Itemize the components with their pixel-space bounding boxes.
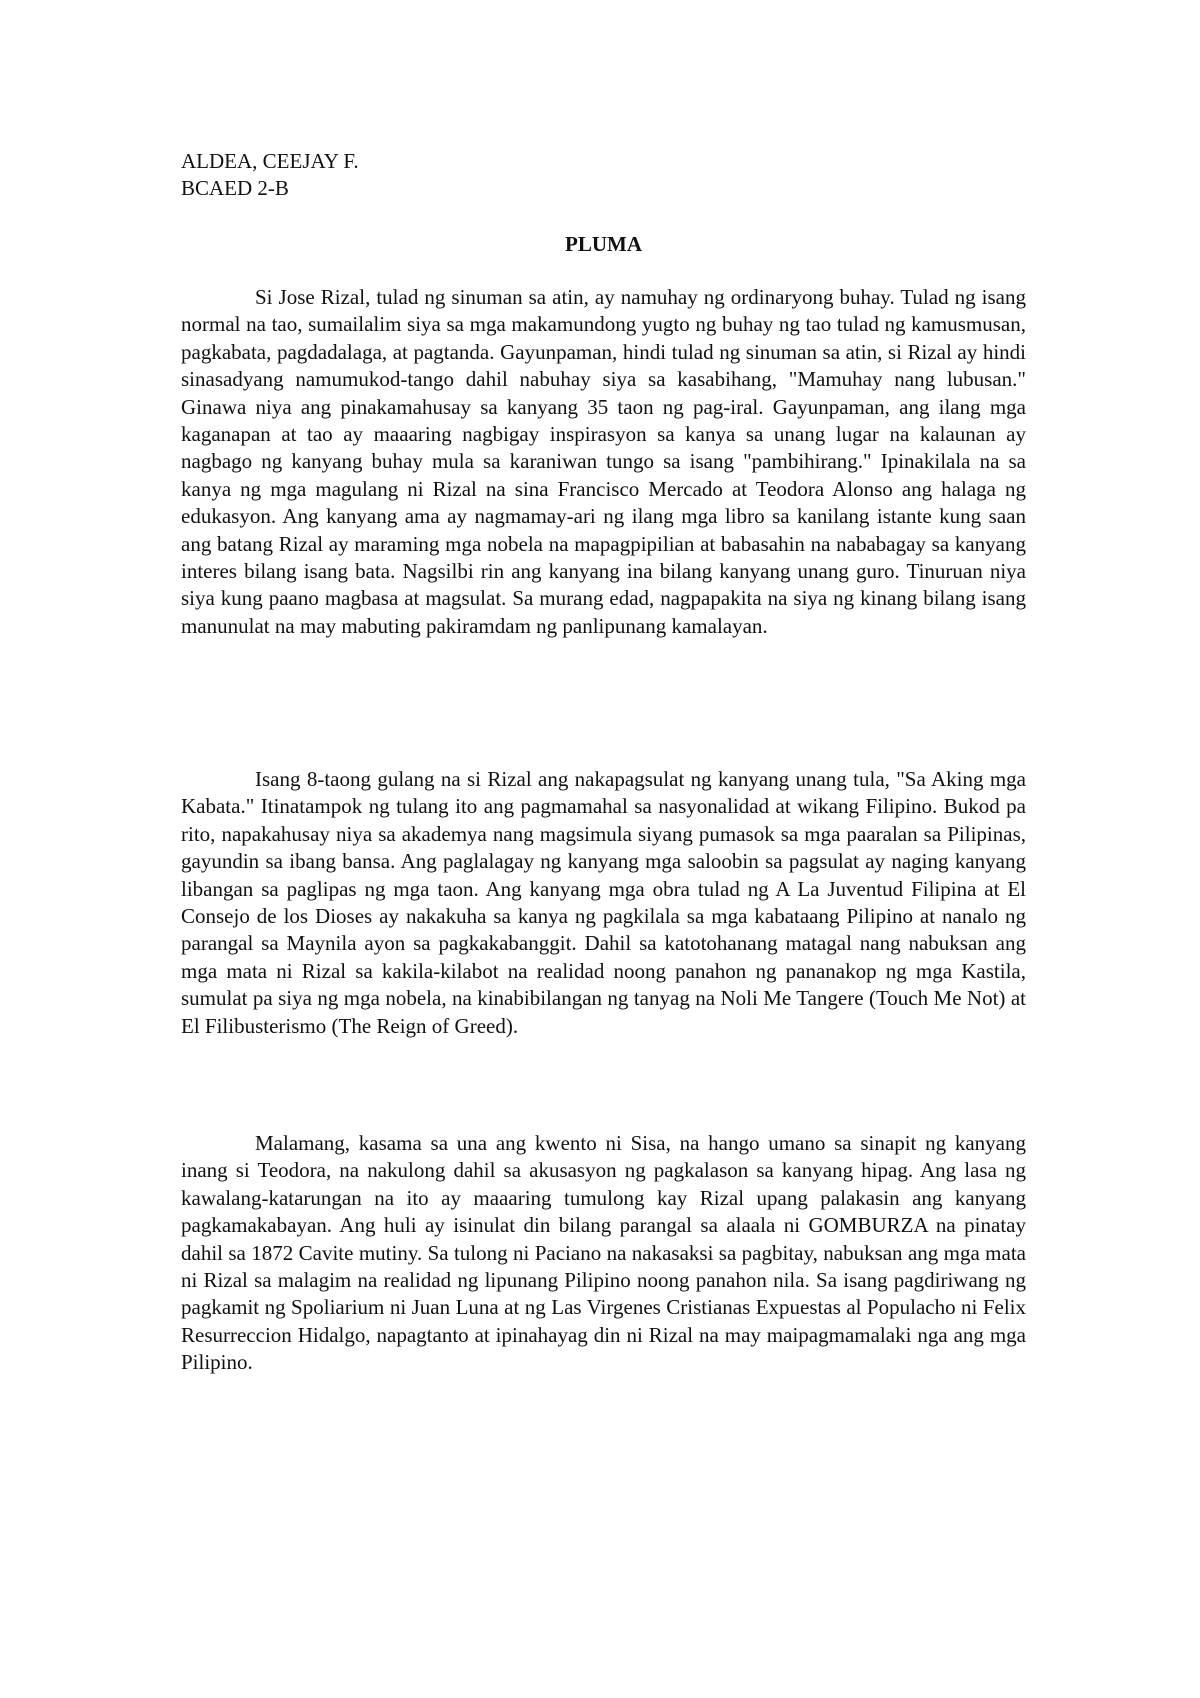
- document-header: [181, 148, 359, 203]
- paragraph-2: Isang 8-taong gulang na si Rizal ang nakapagsulat ng kanyang unang tula, "Sa Aking mga Kabata." Itinatampok ng tulang ito ang pagmamahal sa nasyonalidad at wikang Filipino. Bukod pa rito, napakahusay niya sa akademya nang magsimula siyang pumasok sa mga paaralan sa Pilipinas, gayundin sa ibang bansa. Ang paglalagay ng kanyang mga saloobin sa pagsulat ay naging kanyang libangan sa paglipas ng mga taon. Ang kanyang mga obra tulad ng A La Juventud Filipina at El Consejo de los Dioses ay nakakuha sa kanya ng pagkilala sa mga kabataang Pilipino at nanalo ng parangal sa Maynila ayon sa pagkakabanggit. Dahil sa katotohanang matagal nang nabuksan ang mga mata ni Rizal sa kakila-kilabot na realidad noong panahon ng pananakop ng mga Kastila, sumulat pa siya ng mga nobela, na kinabibilangan ng tanyag na Noli Me Tangere (Touch Me Not) at El Filibusterismo (The Reign of Greed).: [181, 767, 1026, 1038]
- paragraph-1: Si Jose Rizal, tulad ng sinuman sa atin, ay namuhay ng ordinaryong buhay. Tulad ng isang normal na tao, sumailalim siya sa mga makamundong yugto ng buhay ng tao tulad ng kamusmusan, pagkabata, pagdadalaga, at pagtanda. Gayunpaman, hindi tulad ng sinuman sa atin, si Rizal ay hindi sinasadyang namumukod-tango dahil nabuhay siya sa kasabihang, "Mamuhay nang lubusan." Ginawa niya ang pinakamahusay sa kanyang 35 taon ng pag-iral. Gayunpaman, ang ilang mga kaganapan at tao ay maaaring nagbigay inspirasyon sa kanya sa unang lugar na kalaunan ay nagbago ng kanyang buhay mula sa karaniwan tungo sa isang "pambihirang." Ipinakilala na sa kanya ng mga magulang ni Rizal na sina Francisco Mercado at Teodora Alonso ang halaga ng edukasyon. Ang kanyang ama ay nagmamay-ari ng ilang mga libro sa kanilang istante kung saan ang batang Rizal ay maraming mga nobela na mapagpipilian at babasahin na nababagay sa kanyang interes bilang isang bata. Nagsilbi rin ang kanyang ina bilang kanyang unang guro. Tinuruan niya siya kung paano magbasa at magsulat. Sa murang edad, nagpapakita na siya ng kinang bilang isang manunulat na may mabuting pakiramdam ng panlipunang kamalayan.: [181, 285, 1026, 638]
- document-title: PLUMA: [565, 232, 642, 256]
- paragraph-3: Malamang, kasama sa una ang kwento ni Sisa, na hango umano sa sinapit ng kanyang inang si Teodora, na nakulong dahil sa akusasyon ng pagkalason sa kanyang hipag. Ang lasa ng kawalang-katarungan na ito ay maaaring tumulong kay Rizal upang palakasin ang kanyang pagkamakabayan. Ang huli ay isinulat din bilang parangal sa alaala ni GOMBURZA na pinatay dahil sa 1872 Cavite mutiny. Sa tulong ni Paciano na nakasaksi sa pagbitay, nabuksan ang mga mata ni Rizal sa malagim na realidad ng lipunang Pilipino noong panahon nila. Sa isang pagdiriwang ng pagkamit ng Spoliarium ni Juan Luna at ng Las Virgenes Cristianas Expuestas al Populacho ni Felix Resurreccion Hidalgo, napagtanto at ipinahayag din ni Rizal na may maipagmamalaki nga ang mga Pilipino.: [181, 1131, 1026, 1375]
- class-section: BCAED 2-B: [181, 176, 289, 201]
- author-name: ALDEA, CEEJAY F.: [181, 149, 359, 173]
